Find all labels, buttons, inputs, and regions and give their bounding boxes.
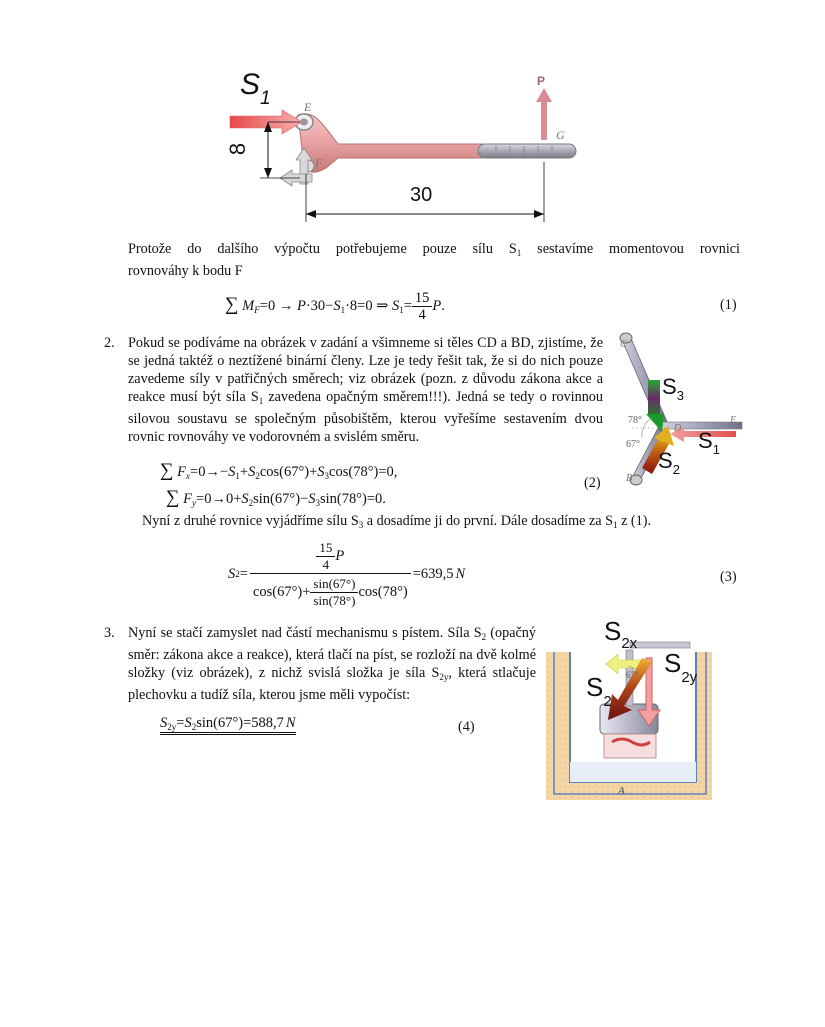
equation-4-number: (4) (458, 719, 475, 735)
equation-1-number: (1) (720, 297, 737, 313)
b-label: B (626, 473, 633, 484)
equation-3-number: (3) (720, 569, 737, 585)
equation-2-line-2: ∑ $F_y=0\to 0+S_2\sin(67^\circ)-S_3\sin(78^\circ)=0$. (166, 487, 386, 508)
s2-label-fig3: $S_2$ (586, 672, 612, 710)
item-2-text: Pokud se podíváme na obrázek v zadání a všimneme si těles CD a BD, zjistíme, že se jedná taktéž o neztížené binární členy. Lze je tedy řešit tak, že si do nich pouze zavedeme síly v patřičných směrech; viz obrázek (pozn. z důvodu zákona akce a reakce musí být síla $S_1$ zavedena opačným směrem!!!). Jedná se tedy o rovinnou silovou soustavu se společným působištěm, kterou vyřešíme sestavením dvou rovnic rovnováhy ve vodorovném a svislém směru. (128, 335, 603, 445)
dim-30-label: 30 (410, 184, 433, 206)
p-label: P (537, 74, 546, 88)
c-label: C (620, 339, 627, 350)
equation-4: $S_{2y}=S_2\sin(67^\circ)=588,7$ N (160, 714, 296, 736)
equation-2 (160, 460, 397, 514)
equation-2-line-1: ∑ $F_x=0\to-S_1+S_2\cos(67^\circ)+S_3\cos(78^\circ)=0$, (160, 460, 398, 481)
e-label-fig2: E (730, 415, 737, 426)
item-2-marker: 2. (104, 335, 115, 351)
equation-3-fraction: $\frac{15}{4}$ P cos(67°)+ $\frac{\sin(67^\circ)}{\sin(78^\circ)}$ cos(78°) (250, 540, 411, 609)
d-label: D (674, 423, 682, 434)
lever-drawing (220, 70, 600, 230)
equation-3: S 2 = $\frac{15}{4}$ P cos(67°)+ $\frac{\sin(67^\circ)}{\sin(78^\circ)}$ cos(78°) =639,5 N (228, 539, 466, 608)
p-arrow-shaft (541, 100, 547, 140)
paragraph-substitution: Nyní z druhé rovnice vyjádříme sílu $S_3$ a dosadíme ji do první. Dále dosadíme za $S_1$ z (1). (142, 513, 652, 530)
equation-2-number: (2) (584, 475, 601, 491)
figure-joint-d (612, 328, 752, 498)
figure-piston (546, 616, 746, 807)
p-arrow-head (536, 88, 552, 102)
lever-grip (478, 144, 576, 158)
equation-1: ∑ $M_F=0 \to P\cdot 30-S_1\cdot 8=0$ ⇒ $S_1=$ $\frac{15}{4}$ P. (225, 290, 445, 324)
s2x-label: $S_{2x}$ (604, 616, 638, 652)
g-label: G (556, 128, 565, 142)
item-3-marker: 3. (104, 625, 115, 641)
a-label: A (618, 785, 626, 797)
angle-78: 78° (628, 415, 642, 426)
s1-label: $S_1$ (240, 68, 271, 109)
lever-body (298, 114, 482, 173)
item-3-text: Nyní se stačí zamyslet nad částí mechanismu s pístem. Síla $S_2$ (opačný směr: zákona akce a reakce), která tlačí na píst, se rozloží na dvě kolmé složky (viz obrázek), z nichž svislá složka je síla $S_{2y}$, která stlačuje plechovku a tudíž síla, kterou jsme měli vypočíst: (128, 625, 537, 703)
s1-label-fig2: $S_1$ (698, 428, 720, 457)
angle-67: 67° (626, 439, 640, 450)
angle-67-fig3: 67° (626, 670, 639, 680)
s3-arrow (648, 380, 660, 416)
dim-8-label: 8 (225, 142, 251, 156)
paragraph-moment: Protože do dalšího výpočtu potřebujeme pouze sílu $S_1$ sestavíme momentovou rovnici rovnováhy k bodu F (128, 241, 740, 279)
piston-drawing (546, 616, 746, 807)
s2-label: $S_2$ (658, 448, 680, 477)
f-label: F (315, 156, 323, 170)
figure-lever (220, 70, 600, 230)
e-label: E (304, 100, 312, 114)
s3-label: $S_3$ (662, 374, 684, 403)
s2y-label: $S_{2y}$ (664, 648, 698, 686)
